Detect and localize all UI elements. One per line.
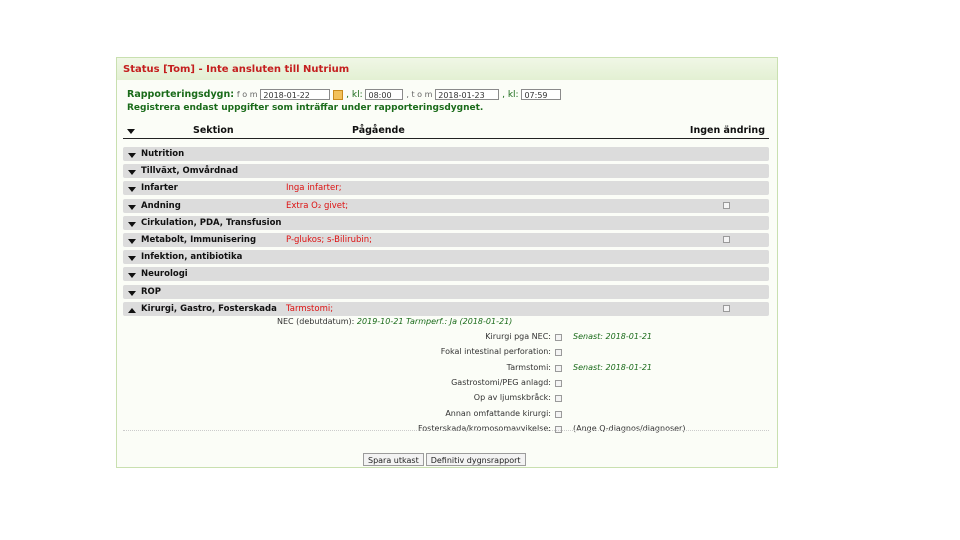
sub-item-label: Fosterskada/kromosomavvikelse:: [417, 423, 551, 433]
to-time-input[interactable]: 07:59: [521, 89, 561, 100]
button-bar: [363, 448, 528, 465]
section-ongoing: P-glukos; s-Bilirubin;: [286, 235, 372, 245]
save-draft-button[interactable]: Spara utkast: [363, 453, 424, 466]
sub-item-checkbox[interactable]: [555, 395, 562, 402]
table-header: [123, 124, 769, 139]
section-row[interactable]: [123, 216, 769, 230]
header-ongoing: Pågående: [352, 125, 405, 136]
sub-item-label: Kirurgi pga NEC:: [485, 332, 551, 341]
expand-arrow-icon[interactable]: [128, 237, 136, 247]
section-name: Infarter: [141, 183, 178, 194]
sub-item: [237, 408, 657, 421]
header-section: Sektion: [193, 125, 234, 136]
section-row[interactable]: [123, 233, 769, 247]
calendar-icon[interactable]: [333, 90, 343, 100]
final-report-button[interactable]: Definitiv dygnsrapport: [426, 453, 526, 466]
sub-item-checkbox[interactable]: [555, 411, 562, 418]
nec-line: [277, 317, 512, 326]
sub-item: [237, 377, 657, 390]
expand-arrow-icon[interactable]: [128, 185, 136, 195]
section-row[interactable]: [123, 267, 769, 281]
sub-item-checkbox[interactable]: [555, 380, 562, 387]
section-name: Infektion, antibiotika: [141, 252, 243, 263]
sub-item-info: Senast: 2018-01-21: [573, 362, 653, 372]
section-row[interactable]: [123, 250, 769, 264]
sub-item-info: (Ange Q-diagnos/diagnoser): [573, 423, 686, 433]
report-period: [127, 89, 561, 102]
sub-item-label: Gastrostomi/PEG anlagd:: [451, 377, 551, 387]
section-name: Nutrition: [141, 149, 185, 159]
section-row[interactable]: [123, 302, 769, 316]
to-date-input[interactable]: 2018-01-23: [435, 89, 499, 100]
sub-item: [237, 346, 657, 359]
expand-arrow-icon[interactable]: [128, 203, 136, 213]
section-name: Andning: [141, 200, 181, 211]
expand-arrow-icon[interactable]: [128, 168, 136, 178]
sub-item: [237, 362, 657, 375]
section-name: Kirurgi, Gastro, Fosterskada: [141, 303, 277, 314]
no-change-checkbox[interactable]: [723, 236, 730, 243]
sub-item-label: Tarmstomi:: [506, 362, 551, 372]
page-title: Status [Tom] - Inte ansluten till Nutrium: [123, 64, 350, 75]
header-no-change: Ingen ändring: [689, 125, 765, 136]
nec-label: NEC (debutdatum):: [277, 317, 355, 326]
sub-item: [237, 392, 657, 405]
expand-arrow-icon[interactable]: [128, 151, 136, 161]
report-label: Rapporteringsdygn:: [127, 89, 235, 100]
status-panel: [116, 57, 778, 468]
section-name: Cirkulation, PDA, Transfusion: [141, 217, 282, 228]
sub-item-info: Senast: 2018-01-21: [573, 332, 653, 341]
expand-arrow-icon[interactable]: [128, 254, 136, 264]
section-name: Metabolt, Immunisering: [141, 235, 257, 245]
sub-item-checkbox[interactable]: [555, 334, 562, 341]
section-row[interactable]: [123, 199, 769, 213]
sub-item-checkbox[interactable]: [555, 365, 562, 372]
expand-arrow-icon[interactable]: [128, 220, 136, 230]
from-time-label: , kl:: [346, 90, 363, 100]
sub-item-label: Op av ljumskbråck:: [473, 393, 551, 403]
report-note: Registrera endast uppgifter som inträffar under rapporteringsdygnet.: [127, 103, 484, 113]
sub-item-label: Fokal intestinal perforation:: [440, 347, 551, 357]
section-ongoing: Tarmstomi;: [286, 303, 334, 314]
expand-arrow-icon[interactable]: [128, 289, 136, 299]
section-name: Tillväxt, Omvårdnad: [141, 166, 239, 177]
no-change-checkbox[interactable]: [723, 202, 730, 209]
collapse-arrow-icon[interactable]: [128, 306, 136, 316]
expand-arrow-icon[interactable]: [128, 271, 136, 281]
section-row[interactable]: [123, 147, 769, 161]
title-bar: [117, 58, 777, 80]
section-row[interactable]: [123, 164, 769, 178]
from-label: f o m: [236, 90, 258, 99]
sub-item-checkbox[interactable]: [555, 349, 562, 356]
to-label: , t o m: [406, 90, 433, 99]
section-name: ROP: [141, 286, 162, 297]
section-row[interactable]: [123, 285, 769, 299]
from-time-input[interactable]: 08:00: [365, 89, 403, 100]
from-date-input[interactable]: 2018-01-22: [260, 89, 330, 100]
sub-item-label: Annan omfattande kirurgi:: [445, 408, 551, 418]
nec-value: 2019-10-21 Tarmperf.: Ja (2018-01-21): [356, 317, 513, 326]
section-ongoing: Extra O₂ givet;: [286, 200, 349, 211]
no-change-checkbox[interactable]: [723, 305, 730, 312]
divider: [123, 430, 769, 432]
to-time-label: , kl:: [502, 90, 519, 100]
section-row[interactable]: [123, 181, 769, 195]
section-name: Neurologi: [141, 269, 188, 280]
section-ongoing: Inga infarter;: [286, 183, 342, 194]
sub-item: [237, 331, 657, 344]
